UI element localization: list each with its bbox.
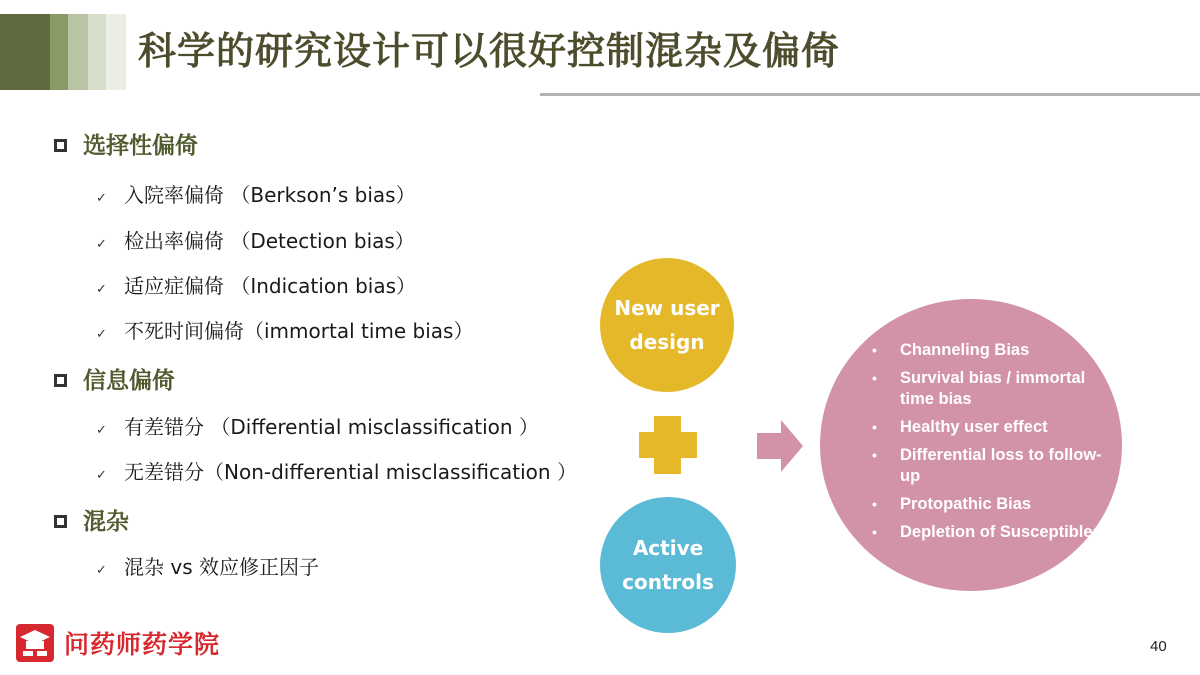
checkmark-icon: ✓ — [96, 191, 107, 206]
logo-text: 问药师药学院 — [64, 630, 221, 659]
square-bullet-icon — [54, 374, 67, 387]
checkmark-icon: ✓ — [96, 282, 107, 297]
bias-item: • Survival bias / immortal time bias — [872, 368, 1112, 410]
list-item: ✓ 无差错分（Non-differential misclassification ） — [96, 460, 577, 484]
page-title: 科学的研究设计可以很好控制混杂及偏倚 — [138, 29, 841, 73]
header-stripes — [0, 14, 126, 90]
square-bullet-icon — [54, 515, 67, 528]
controlled-biases-list — [872, 340, 1112, 550]
list-item: ✓ 有差错分 （Differential misclassification ） — [96, 415, 539, 439]
section-heading-information-bias: 信息偏倚 — [54, 362, 175, 395]
checkmark-icon: ✓ — [96, 563, 107, 578]
list-item: ✓ 不死时间偏倚（immortal time bias） — [96, 319, 474, 343]
bias-item: • Depletion of Susceptibles — [872, 522, 1112, 543]
square-bullet-icon — [54, 139, 67, 152]
section-heading-confounding: 混杂 — [54, 503, 129, 536]
right-arrow-icon — [757, 420, 803, 472]
school-logo — [16, 624, 220, 662]
list-item: ✓ 适应症偏倚 （Indication bias） — [96, 274, 417, 298]
checkmark-icon: ✓ — [96, 327, 107, 342]
bias-item: • Channeling Bias — [872, 340, 1112, 361]
graduation-cap-icon — [16, 624, 54, 662]
checkmark-icon: ✓ — [96, 423, 107, 438]
bias-item: • Differential loss to follow-up — [872, 445, 1112, 487]
list-item: ✓ 检出率偏倚 （Detection bias） — [96, 229, 415, 253]
section-heading-selection-bias: 选择性偏倚 — [54, 127, 198, 160]
checkmark-icon: ✓ — [96, 237, 107, 252]
list-item: ✓ 混杂 vs 效应修正因子 — [96, 555, 319, 579]
page-number: 40 — [1150, 638, 1167, 655]
new-user-design-label: New user design — [614, 296, 720, 354]
bias-item: • Protopathic Bias — [872, 494, 1112, 515]
bias-item: • Healthy user effect — [872, 417, 1112, 438]
plus-icon-horizontal — [639, 432, 697, 458]
active-controls-circle — [600, 497, 736, 633]
title-underline — [540, 93, 1200, 96]
active-controls-label: Active controls — [622, 536, 714, 594]
new-user-design-circle — [600, 258, 734, 392]
list-item: ✓ 入院率偏倚 （Berkson’s bias） — [96, 183, 416, 207]
checkmark-icon: ✓ — [96, 468, 107, 483]
